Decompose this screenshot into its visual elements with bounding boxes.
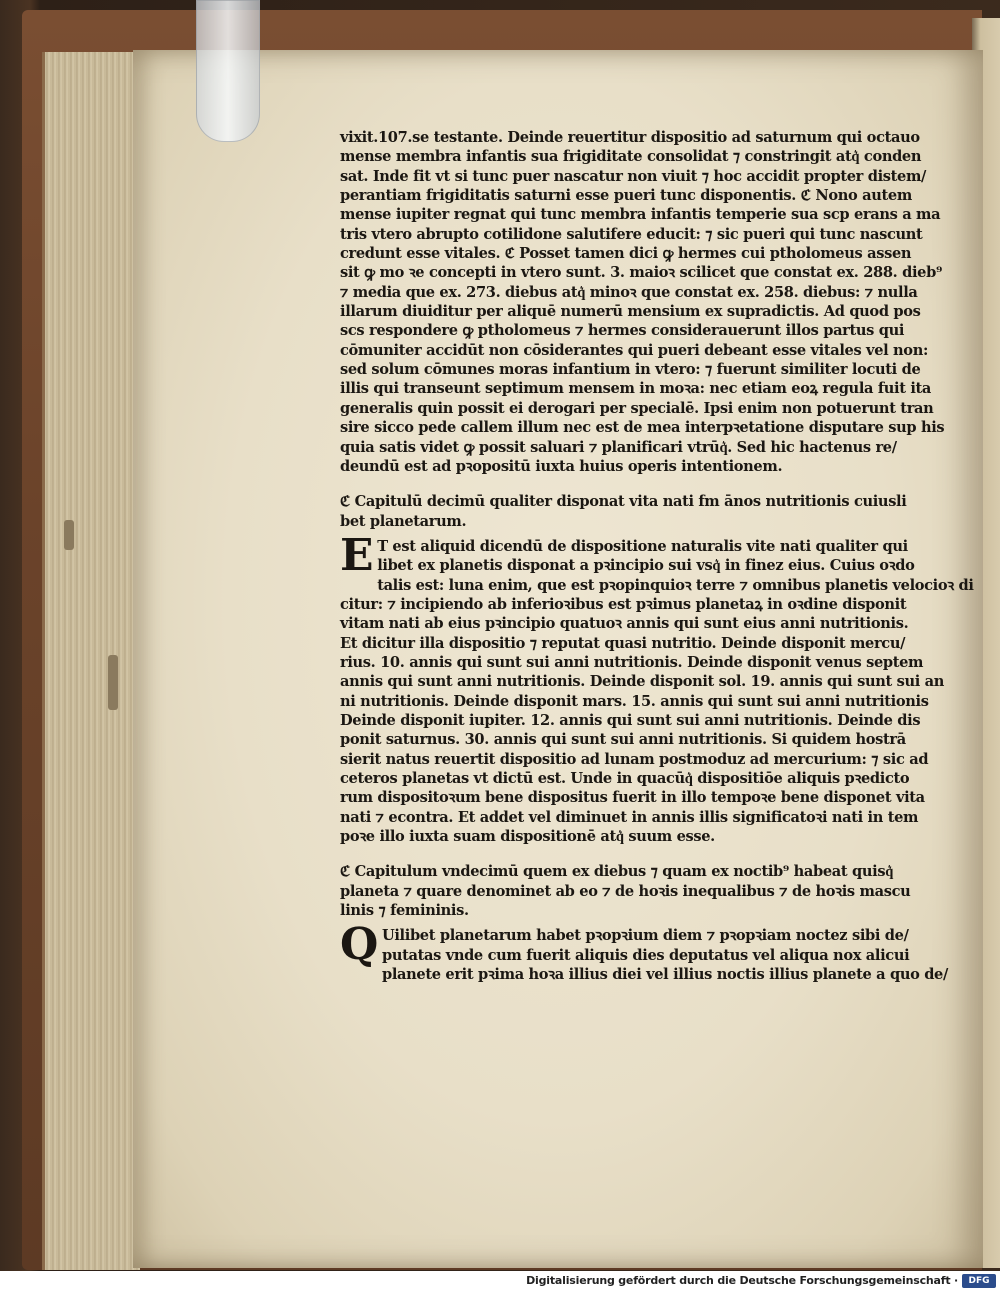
text-line: ni nutritionis. Deinde disponit mars. 15. annis qui sunt sui anni nutritionis xyxy=(340,692,929,710)
text-line: sire sicco pede callem illum nec est de mea interpꝛetatione disputare sup his xyxy=(340,419,945,437)
page-clip-marker xyxy=(196,0,260,142)
heading-line: linis ⁊ femininis. xyxy=(340,902,469,920)
text-line: Uilibet planetarum habet pꝛopꝛium diem ⁊ pꝛopꝛiam noctez sibi de/ xyxy=(381,927,909,945)
chapter-10-body xyxy=(340,529,974,847)
text-line: illarum diuiditur per aliquē numerū mensium ex supradictis. Ad quod pos xyxy=(340,303,921,321)
text-line: vitam nati ab eius pꝛincipio quatuoꝛ annis qui sunt eius anni nutritionis. xyxy=(340,615,909,633)
text-line: Et dicitur illa dispositio ⁊ reputat quasi nutritio. Deinde disponit mercu/ xyxy=(340,634,906,652)
heading-line: bet planetarum. xyxy=(340,512,467,530)
page-fold-mark xyxy=(64,520,74,550)
text-line: scs respondere ꝙ ptholomeus ⁊ hermes considerauerunt illos partus qui xyxy=(340,322,905,340)
dfg-logo: DFG xyxy=(962,1274,996,1288)
text-line: illis qui transeunt septimum mensem in moꝛa: nec etiam eoꝝ regula fuit ita xyxy=(340,380,932,398)
text-line: citur: ⁊ incipiendo ab inferioꝛibus est pꝛimus planetaꝝ in oꝛdine disponit xyxy=(340,595,907,613)
text-line: Deinde disponit iupiter. 12. annis qui sunt sui anni nutritionis. Deinde dis xyxy=(340,711,921,729)
page-fold-mark xyxy=(108,655,118,710)
heading-line: ℭ Capitulum vndecimū quem ex diebus ⁊ quam ex noctib⁹ habeat quisq͛ xyxy=(340,863,893,881)
heading-line: planeta ⁊ quare denominet ab eo ⁊ de hoꝛis inequalibus ⁊ de hoꝛis mascu xyxy=(340,882,911,900)
chapter-10-heading xyxy=(340,492,940,531)
text-line: sit ꝙ mo ꝛe concepti in vtero sunt. 3. maioꝛ scilicet que constat ex. 288. dieb⁹ xyxy=(340,264,942,282)
text-line: deundū est ad pꝛopositū iuxta huius operis intentionem. xyxy=(340,457,783,475)
text-line: rius. 10. annis qui sunt sui anni nutritionis. Deinde disponit venus septem xyxy=(340,653,924,671)
text-line: planete erit pꝛima hoꝛa illius diei vel illius noctis illius planete a quo de/ xyxy=(381,966,948,984)
page-text xyxy=(340,128,974,984)
funding-credit: Digitalisierung gefördert durch die Deutsche Forschungsgemeinschaft · xyxy=(526,1274,958,1287)
text-line: mense membra infantis sua frigiditate consolidat ⁊ constringit atq͛ conden xyxy=(340,148,922,166)
text-line: vixit.107.se testante. Deinde reuertitur dispositio ad saturnum qui octauo xyxy=(340,129,920,146)
text-line: perantiam frigiditatis saturni esse pueri tunc disponentis. ℭ Nono autem xyxy=(340,187,912,205)
footer-bar xyxy=(0,1271,1000,1291)
drop-cap-initial: E xyxy=(340,529,374,581)
text-line: tris vtero abrupto cotilidone salutifere educit: ⁊ sic pueri qui tunc nascunt xyxy=(340,225,923,243)
text-line: cōmuniter accidūt non cōsiderantes qui pueri debeant esse vitales vel non: xyxy=(340,341,928,359)
paragraph-1 xyxy=(340,128,945,476)
text-line: ⁊ media que ex. 273. diebus atq͛ minoꝛ que constat ex. 258. diebus: ⁊ nulla xyxy=(340,283,918,301)
text-line: libet ex planetis disponat a pꝛincipio sui vsq͛ in finez eius. Cuius oꝛdo xyxy=(377,557,915,575)
heading-line: ℭ Capitulū decimū qualiter disponat vita nati fm ānos nutritionis cuiusli xyxy=(340,493,907,511)
chapter-11-heading xyxy=(340,862,940,920)
text-line: quia satis videt ꝙ possit saluari ⁊ planificari vtrūq͛. Sed hic hactenus re/ xyxy=(340,438,897,456)
text-line: rum dispositoꝛum bene dispositus fuerit in illo tempoꝛe bene disponet vita xyxy=(340,789,925,807)
text-line: putatas vnde cum fuerit aliquis dies deputatus vel aliqua nox alicui xyxy=(381,946,910,964)
text-line: ponit saturnus. 30. annis qui sunt sui anni nutritionis. Si quidem hostrā xyxy=(340,731,906,749)
text-line: poꝛe illo iuxta suam dispositionē atq͛ suum esse. xyxy=(340,828,715,846)
text-line: talis est: luna enim, que est pꝛopinquioꝛ terre ⁊ omnibus planetis velocioꝛ di xyxy=(377,576,974,594)
text-line: sierit natus reuertit dispositio ad lunam postmoduz ad mercurium: ⁊ sic ad xyxy=(340,750,929,768)
text-line: ceteros planetas vt dictū est. Unde in quacūq͛ dispositiōe aliquis pꝛedicto xyxy=(340,770,910,787)
chapter-11-body xyxy=(340,919,948,984)
text-line: nati ⁊ econtra. Et addet vel diminuet in annis illis significatoꝛi nati in tem xyxy=(340,808,919,826)
text-line: sat. Inde fit vt si tunc puer nascatur non viuit ⁊ hoc accidit propter distem/ xyxy=(340,167,927,185)
text-line: generalis quin possit ei derogari per specialē. Ipsi enim non potuerunt tran xyxy=(340,399,934,417)
page-edges xyxy=(42,52,140,1270)
drop-cap-initial: Q xyxy=(340,919,378,971)
text-line: sed solum cōmunes moras infantium in vtero: ⁊ fuerunt similiter locuti de xyxy=(340,361,921,379)
text-line: T est aliquid dicendū de dispositione naturalis vite nati qualiter qui xyxy=(377,537,908,555)
text-line: annis qui sunt anni nutritionis. Deinde disponit sol. 19. annis qui sunt sui an xyxy=(340,673,945,691)
text-line: mense iupiter regnat qui tunc membra infantis temperie sua scp erans a ma xyxy=(340,206,941,224)
text-line: credunt esse vitales. ℭ Posset tamen dici ꝙ hermes cui ptholomeus assen xyxy=(340,245,912,263)
